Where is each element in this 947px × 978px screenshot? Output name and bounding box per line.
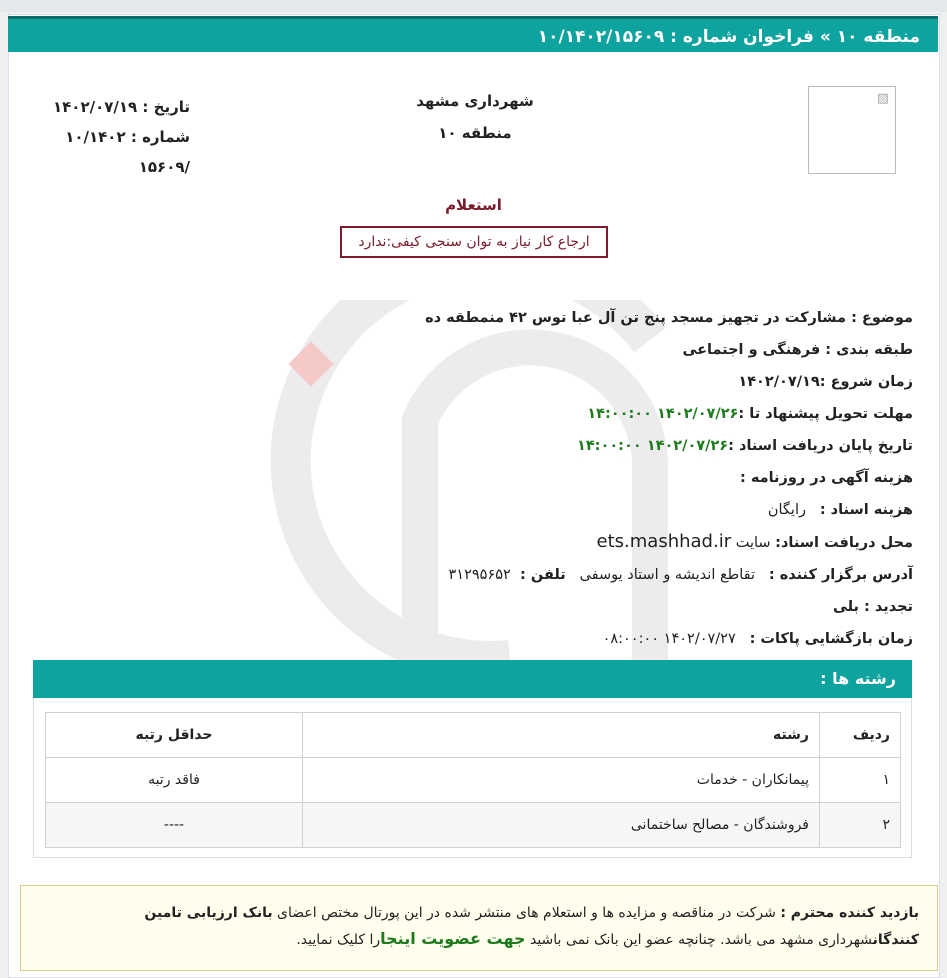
row-number: ۲ [820,803,901,848]
logo-placeholder [808,86,896,174]
phone-label: تلفن : [520,567,566,583]
docs-end-label: تاریخ پایان دریافت اسناد : [728,438,913,454]
notice-text: شرکت در مناقصه و مزایده ها و استعلام های منتشر شده در این پورتال مختص اعضای [272,905,781,921]
row-field: فروشندگان - مصالح ساختمانی [303,803,820,848]
inquiry-title: استعلام [445,196,502,214]
quality-assessment-badge: ارجاع کار نیاز به توان سنجی کیفی:ندارد [340,226,608,258]
tender-details [313,302,913,655]
notice-bank: بانک ارزیابی تامین کنندگان [144,905,919,948]
page-title: منطقه ۱۰ » فراخوان شماره : ۱۰/۱۴۰۲/۱۵۶۰۹ [8,16,938,52]
broken-image-icon: ▨ [876,91,889,106]
notice-text-3: را کلیک نمایید. [296,932,381,948]
doc-place-site: سایت [735,535,771,551]
category: طبقه بندی : فرهنگی و اجتماعی [682,342,913,358]
address-value: تقاطع اندیشه و استاد یوسفی [579,567,756,583]
org-name: شهرداری مشهد [416,92,534,110]
opening-label: زمان بازگشایی پاکات : [749,631,913,647]
notice-text-2: شهرداری مشهد می باشد. چنانچه عضو این بانک نمی باشید [525,932,873,948]
doc-cost-value: رایگان [767,502,806,518]
docs-end-value: ۱۴۰۲/۰۷/۲۶ ۱۴:۰۰:۰۰ [576,438,729,454]
subject: موضوع : مشارکت در تجهیز مسجد پنج تن آل عبا توس ۴۲ منمطقه ده [425,310,913,326]
fields-section-title: رشته ها : [33,660,912,698]
phone-value: ۳۱۲۹۵۶۵۲ [448,567,511,583]
col-field: رشته [303,713,820,758]
table-row [46,803,901,848]
letter-meta [40,92,190,182]
row-min-grade: ---- [46,803,303,848]
renewal: تجدید : بلی [832,599,913,615]
table-row [46,758,901,803]
address-label: آدرس برگزار کننده : [768,567,913,583]
deadline-value: ۱۴۰۲/۰۷/۲۶ ۱۴:۰۰:۰۰ [587,406,739,422]
table-header-row [46,713,901,758]
deadline-label: مهلت تحویل پیشنهاد تا : [738,406,913,422]
doc-place-label: محل دریافت اسناد: [775,535,913,551]
ad-cost: هزینه آگهی در روزنامه : [739,470,913,486]
membership-link[interactable]: جهت عضویت اینجا [380,929,526,948]
opening-value: ۱۴۰۲/۰۷/۲۷ ۰۸:۰۰:۰۰ [602,631,736,647]
fields-table [45,712,901,848]
row-number: ۱ [820,758,901,803]
col-row-number: ردیف [820,713,901,758]
letter-date: تاریخ : ۱۴۰۲/۰۷/۱۹ [53,98,190,116]
row-field: پیمانکاران - خدمات [303,758,820,803]
org-region: منطقه ۱۰ [438,124,512,142]
col-min-grade: حداقل رتبه [46,713,303,758]
letter-number-cont: /۱۵۶۰۹ [138,158,190,176]
top-strip [0,0,947,12]
row-min-grade: فاقد رتبه [46,758,303,803]
doc-site-link[interactable]: ets.mashhad.ir [596,531,732,552]
membership-notice [20,885,938,971]
letter-number: شماره : ۱۰/۱۴۰۲ [65,128,190,146]
doc-cost-label: هزینه اسناد : [819,502,913,518]
start-time: زمان شروع :۱۴۰۲/۰۷/۱۹ [738,374,913,390]
notice-lead: بازدید کننده محترم : [780,905,919,921]
